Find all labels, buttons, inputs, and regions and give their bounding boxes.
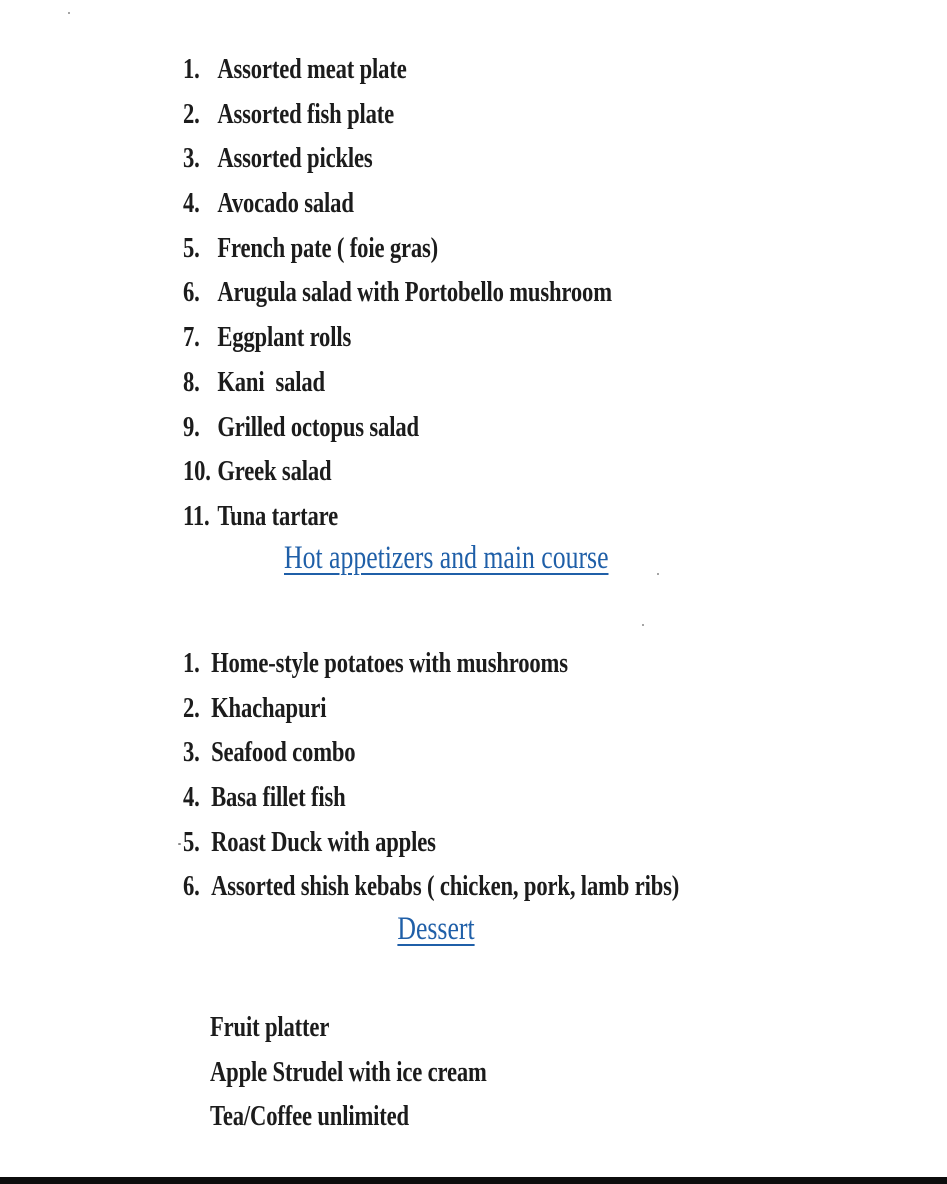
item-text: Kani salad — [217, 365, 325, 398]
item-number: 6. — [183, 870, 200, 903]
item-text: Assorted pickles — [217, 142, 373, 175]
list-item — [183, 449, 612, 494]
dessert-heading: Dessert — [397, 911, 475, 947]
list-item — [183, 730, 679, 775]
item-number: 5. — [183, 825, 200, 858]
item-text: Assorted shish kebabs ( chicken, pork, lamb ribs) — [211, 870, 680, 903]
hot-appetizers-list — [183, 641, 819, 909]
list-item — [183, 775, 679, 820]
dessert-list — [210, 1005, 565, 1139]
item-text: Basa fillet fish — [211, 781, 346, 814]
list-item — [183, 315, 612, 360]
item-text: Avocado salad — [217, 187, 354, 220]
list-item — [183, 820, 679, 865]
scan-speck — [68, 12, 70, 14]
list-item: Tea/Coffee unlimited — [210, 1100, 409, 1133]
list-item — [183, 136, 612, 181]
list-item: Apple Strudel with ice cream — [210, 1055, 487, 1088]
item-number: 11. — [183, 499, 210, 532]
item-number: 5. — [183, 231, 200, 264]
item-text: Eggplant rolls — [217, 321, 352, 354]
item-text: Greek salad — [217, 455, 332, 488]
item-number: 2. — [183, 97, 200, 130]
list-item — [183, 494, 612, 539]
item-text: Home-style potatoes with mushrooms — [211, 647, 568, 679]
list-item — [183, 270, 612, 315]
item-number: 4. — [183, 187, 200, 220]
item-number: 1. — [183, 53, 200, 85]
list-item — [183, 360, 612, 405]
item-number: 3. — [183, 142, 200, 175]
scan-speck — [657, 573, 659, 575]
list-item — [183, 405, 612, 450]
item-text: Tuna tartare — [217, 499, 338, 532]
scan-bottom-edge — [0, 1177, 947, 1184]
item-number: 10. — [183, 455, 211, 488]
list-item — [183, 47, 612, 92]
item-number: 3. — [183, 736, 200, 769]
item-number: 8. — [183, 365, 200, 398]
list-item: Fruit platter — [210, 1011, 330, 1043]
hot-appetizers-heading: Hot appetizers and main course — [284, 540, 609, 576]
scan-speck — [178, 843, 181, 845]
list-item — [183, 181, 612, 226]
item-text: French pate ( foie gras) — [217, 231, 439, 264]
list-item — [183, 641, 679, 686]
item-text: Assorted fish plate — [217, 97, 395, 130]
item-number: 4. — [183, 781, 200, 814]
item-text: Arugula salad with Portobello mushroom — [217, 276, 612, 309]
cut-off-heading-fragment — [290, 0, 480, 4]
cold-appetizers-list — [183, 47, 733, 539]
item-text: Khachapuri — [211, 691, 327, 724]
item-text: Grilled octopus salad — [217, 410, 419, 443]
item-text: Roast Duck with apples — [211, 825, 436, 858]
item-number: 2. — [183, 691, 200, 724]
item-number: 1. — [183, 647, 200, 679]
list-item — [183, 92, 612, 137]
list-item — [183, 686, 679, 731]
item-number: 6. — [183, 276, 200, 309]
item-text: Seafood combo — [211, 736, 356, 769]
item-text: Assorted meat plate — [217, 53, 407, 85]
item-number: 9. — [183, 410, 200, 443]
list-item — [183, 864, 679, 909]
scan-speck — [642, 624, 644, 626]
list-item — [183, 226, 612, 271]
item-number: 7. — [183, 321, 200, 354]
